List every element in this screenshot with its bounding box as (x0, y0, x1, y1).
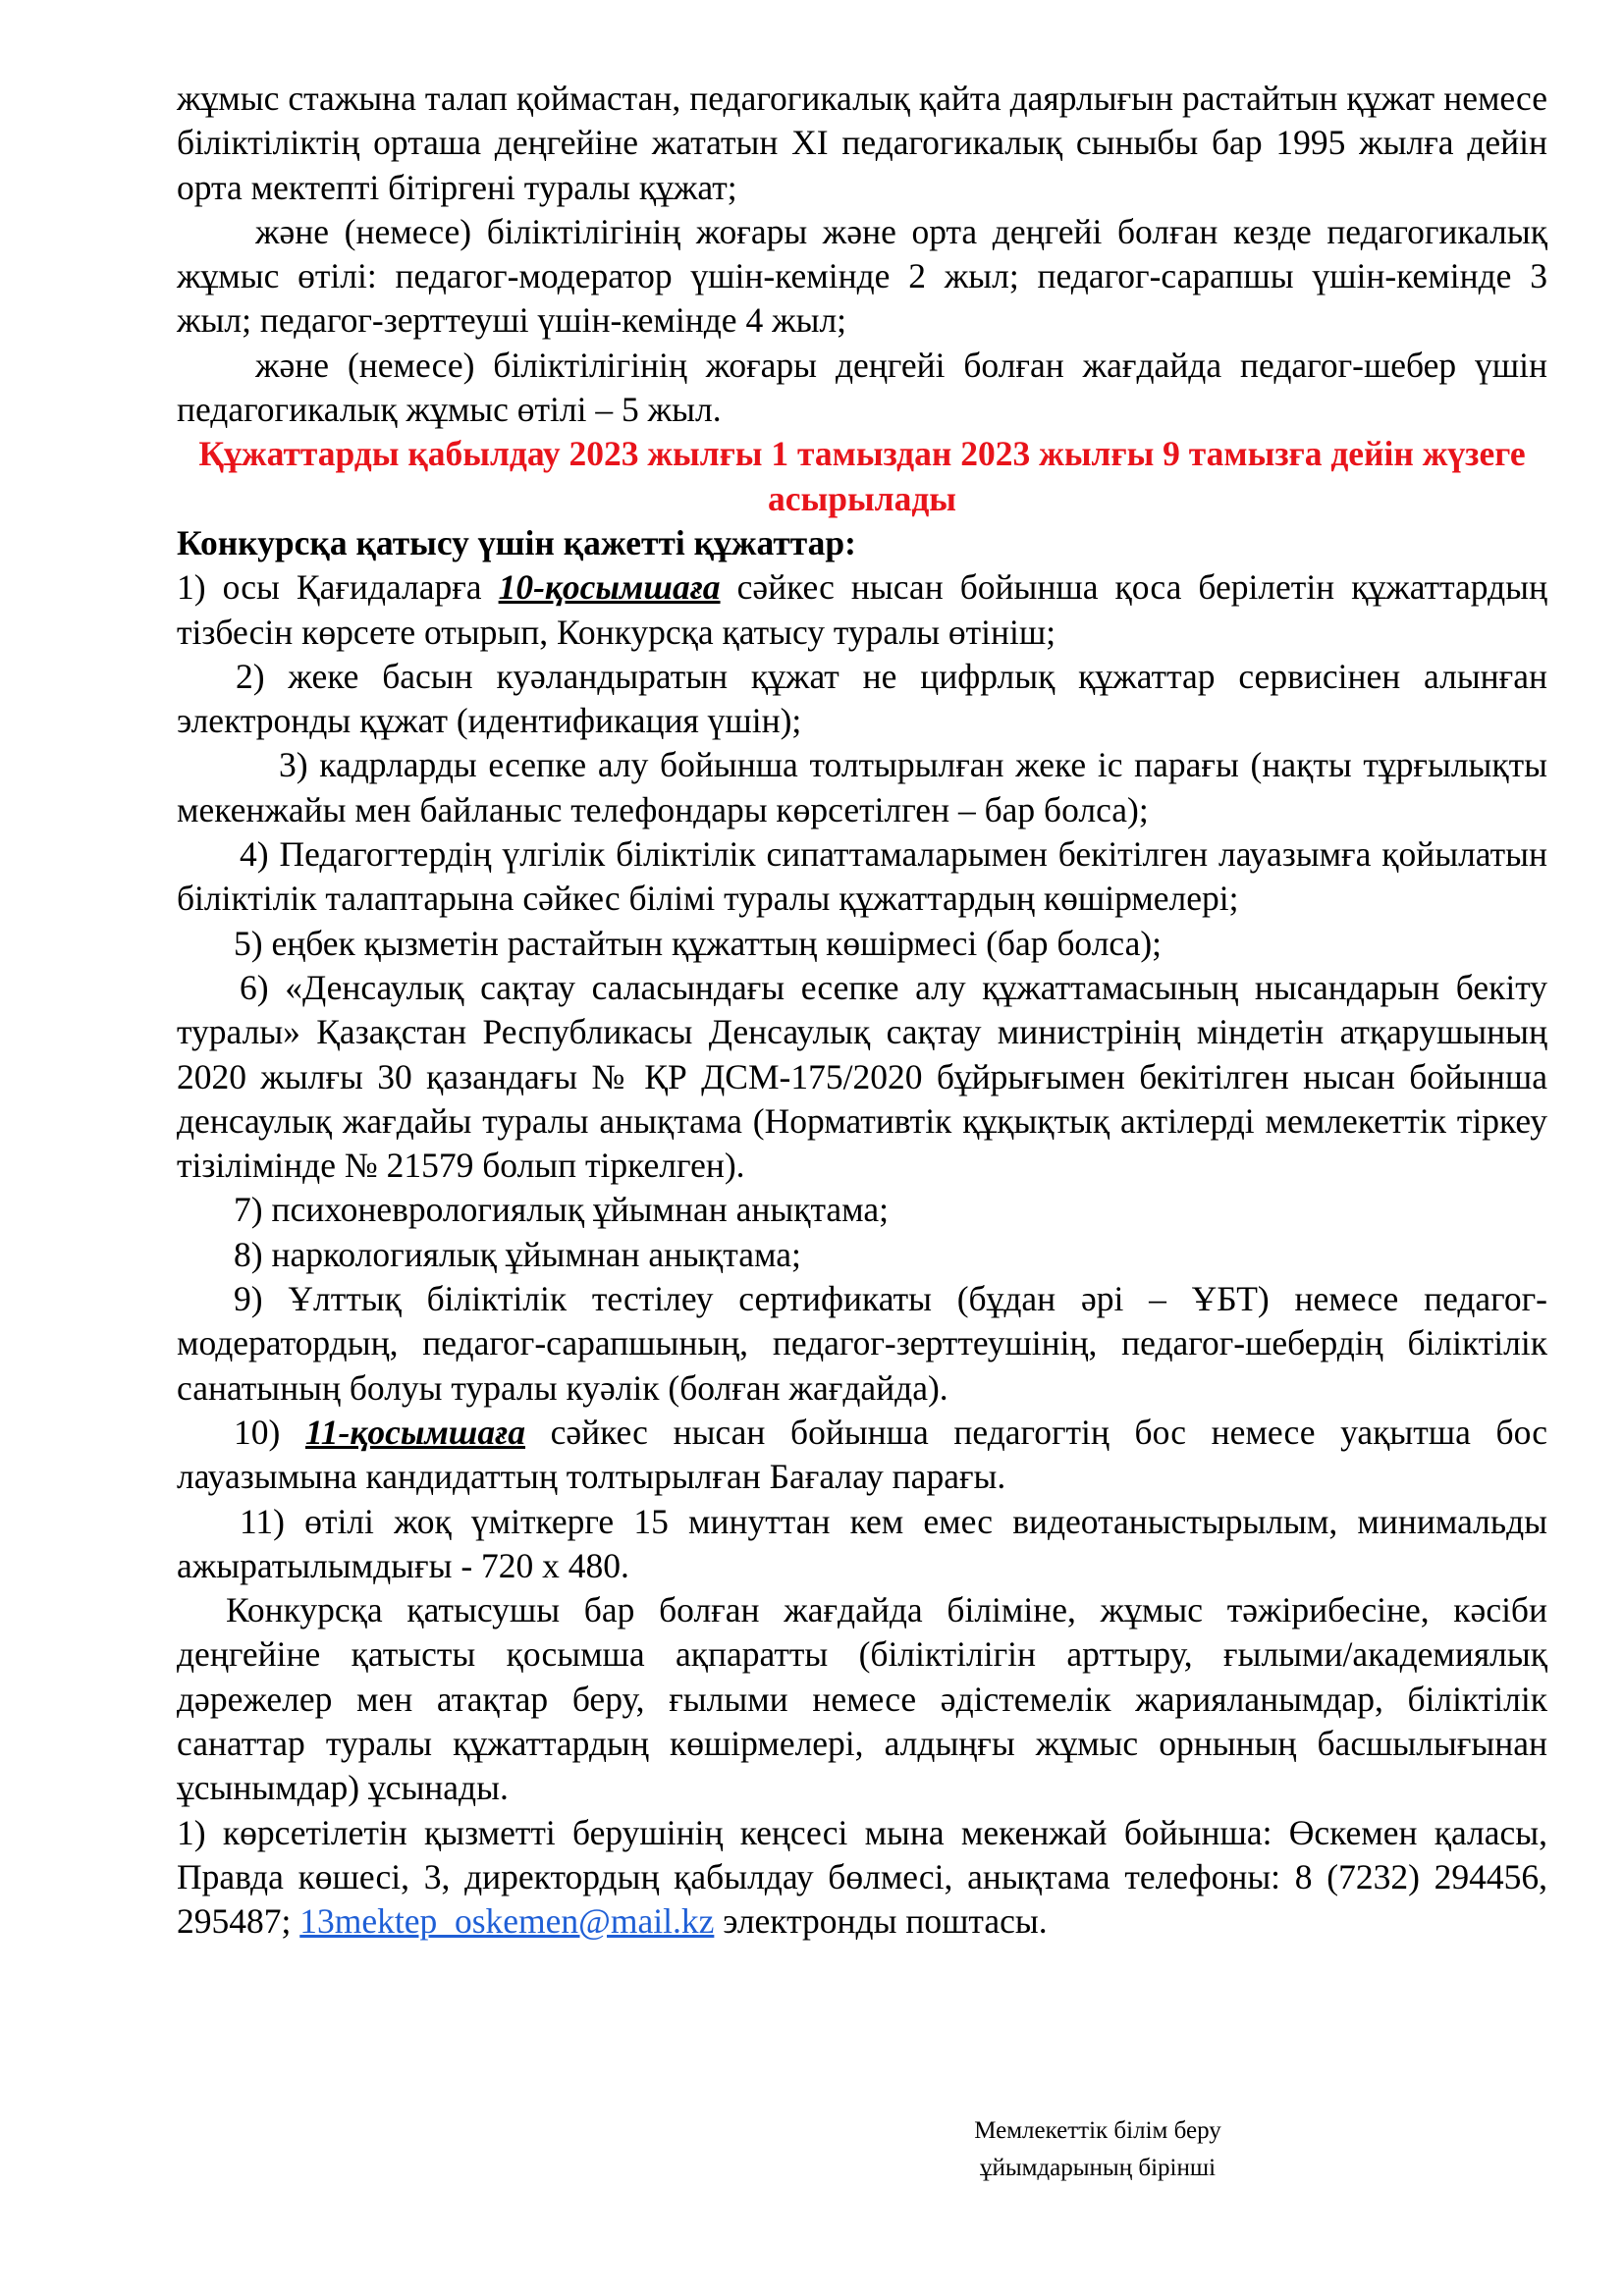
list-item-1-text-start: 1) осы Қағидаларға (177, 567, 499, 608)
appendix-10-link[interactable]: 10-қосымшаға (498, 567, 721, 608)
required-documents-heading: Конкурсқа қатысу үшін қажетті құжаттар: (177, 522, 856, 562)
address-text: 1) көрсетілетін қызметті берушінің кеңсесі мына мекенжай бойынша: Өскемен қаласы, Правда көшесі, 3, директордың қабылдау бөлмесі, анықтама телефоны: 8 (7232) 294456, 295487; (177, 1812, 1547, 1942)
list-item-4: 4) Педагогтердің үлгілік біліктілік сипаттамаларымен бекітілген лауазымға қойылатын біліктілік талаптарына сәйкес білімі туралы құжаттардың көшірмелері; (177, 834, 1547, 919)
footer-signature-block (950, 2112, 1245, 2187)
list-item-6: 6) «Денсаулық сақтау саласындағы есепке алу құжаттамасының нысандарын бекіту туралы» Қазақстан Республикасы Денсаулық сақтау министрінің міндетін атқарушының 2020 жылғы 30 қазандағы № ҚР ДСМ-175/2020 бұйрығымен бекітілген нысан бойынша денсаулық жағдайы туралы анықтама (Нормативтік құқықтық актілерді мемлекеттік тіркеу тізілімінде № 21579 болып тіркелген). (177, 967, 1547, 1186)
deadline-notice: Құжаттарды қабылдау 2023 жылғы 1 тамыздан 2023 жылғы 9 тамызға дейін жүзеге асырылады (198, 434, 1526, 518)
footer-line-2: ұйымдарының бірінші (979, 2155, 1217, 2181)
footer-line-1: Мемлекеттік білім беру (974, 2117, 1221, 2144)
list-item-11: 11) өтілі жоқ үміткерге 15 минуттан кем емес видеотаныстырылым, минимальды ажыратылымдығы - 720 х 480. (177, 1501, 1547, 1585)
list-item-10-text-end: сәйкес нысан бойынша педагогтің бос немесе уақытша бос лауазымына кандидаттың толтырылған Бағалау парағы. (177, 1412, 1547, 1497)
list-item-2: 2) жеке басын куәландыратын құжат не цифрлық құжаттар сервисінен алынған электронды құжат (идентификация үшін); (177, 656, 1547, 741)
list-item-8: 8) наркологиялық ұйымнан анықтама; (234, 1234, 801, 1274)
paragraph-qualification-levels: және (немесе) біліктілігінің жоғары және орта деңгейі болған кезде педагогикалық жұмыс өтілі: педагог-модератор үшін-кемінде 2 жыл; педагог-сарапшы үшін-кемінде 3 жыл; педагог-зерттеуші үшін-кемінде 4 жыл; (177, 211, 1547, 341)
paragraph-additional-info: Конкурсқа қатысушы бар болған жағдайда біліміне, жұмыс тәжірибесіне, кәсіби деңгейіне қатысты қосымша ақпаратты (біліктілігін арттыру, ғылыми/академиялық дәрежелер мен атақтар беру, ғылыми немесе әдістемелік жарияланымдар, біліктілік санаттар туралы құжаттардың көшірмелері, алдыңғы жұмыс орнының басшылығынан ұсынымдар) ұсынады. (177, 1590, 1547, 1808)
paragraph-office-address (177, 1811, 1547, 1945)
list-item-5: 5) еңбек қызметін растайтын құжаттың көшірмесі (бар болса); (234, 923, 1163, 963)
list-item-7: 7) психоневрологиялық ұйымнан анықтама; (234, 1190, 890, 1230)
list-item-9: 9) Ұлттық біліктілік тестілеу сертификаты (бұдан әрі – ҰБТ) немесе педагог-модератордың, педагог-сарапшының, педагог-зерттеушінің, педагог-шебердің біліктілік санатының болуы туралы куәлік (болған жағдайда). (177, 1279, 1547, 1408)
email-link[interactable]: 13mektep_oskemen@mail.kz (299, 1901, 715, 1942)
list-item-3: 3) кадрларды есепке алу бойынша толтырылған жеке іс парағы (нақты тұрғылықты мекенжайы мен байланыс телефондары көрсетілген – бар болса); (177, 745, 1547, 829)
document-body (177, 77, 1547, 1944)
appendix-11-link[interactable]: 11-қосымшаға (304, 1412, 525, 1452)
paragraph-work-experience: жұмыс стажына талап қоймастан, педагогикалық қайта даярлығын растайтын құжат немесе біліктіліктің орташа деңгейіне жататын XI педагогикалық сыныбы бар 1995 жылға дейін орта мектепті бітіргені туралы құжат; (177, 79, 1547, 207)
paragraph-master-teacher: және (немесе) біліктілігінің жоғары деңгейі болған жағдайда педагог-шебер үшін педагогикалық жұмыс өтілі – 5 жыл. (177, 345, 1547, 430)
list-item-10-text-start: 10) (234, 1412, 305, 1452)
list-item-10 (177, 1411, 1547, 1500)
address-text-end: электронды поштасы. (714, 1901, 1048, 1942)
list-item-1 (177, 565, 1547, 655)
list-item-1-text-end: сәйкес нысан бойынша қоса берілетін құжаттардың тізбесін көрсете отырып, Конкурсқа қатысу туралы өтініш; (177, 567, 1547, 652)
